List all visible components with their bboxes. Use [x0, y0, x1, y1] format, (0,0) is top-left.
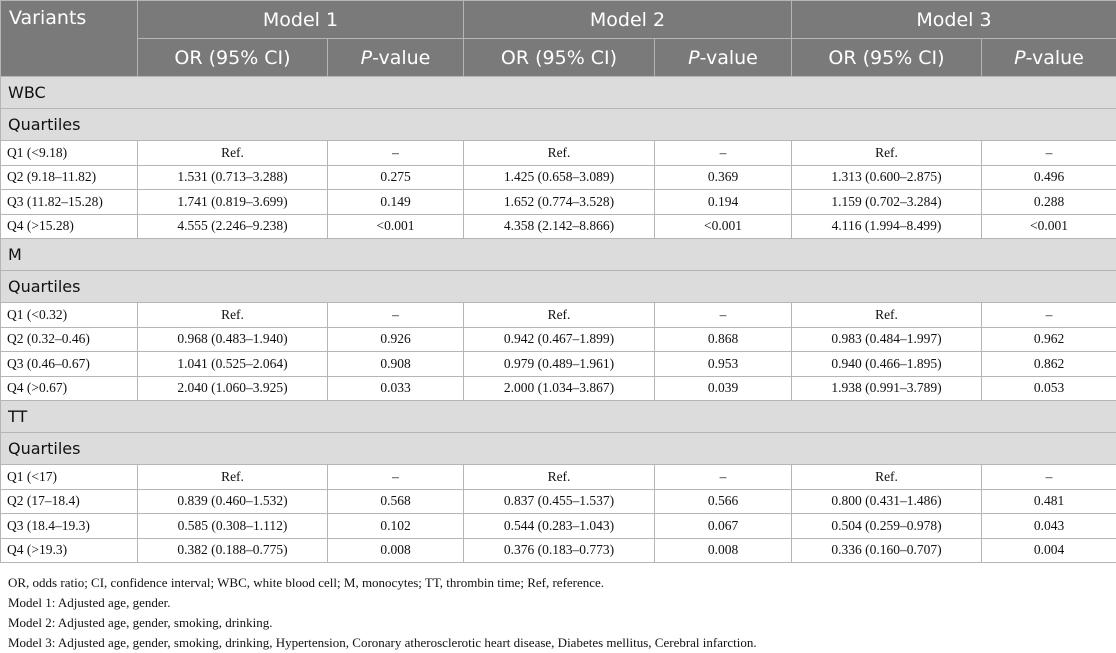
p-value-cell: – — [655, 303, 792, 328]
or-cell: Ref. — [464, 141, 655, 166]
table-row — [1, 214, 1116, 239]
p-value-cell: 0.369 — [655, 165, 792, 190]
p-value-cell: 0.908 — [328, 352, 464, 377]
or-cell: 0.979 (0.489–1.961) — [464, 352, 655, 377]
or-cell: 4.555 (2.246–9.238) — [138, 214, 328, 239]
table-row — [1, 327, 1116, 352]
p-value-cell: 0.275 — [328, 165, 464, 190]
p-value-cell: 0.008 — [328, 538, 464, 563]
row-label: Q3 (11.82–15.28) — [1, 190, 138, 215]
subheading-label: Quartiles — [1, 109, 1116, 141]
or-cell: 2.040 (1.060–3.925) — [138, 376, 328, 401]
or-cell: 1.531 (0.713–3.288) — [138, 165, 328, 190]
or-cell: Ref. — [138, 465, 328, 490]
or-cell: 1.652 (0.774–3.528) — [464, 190, 655, 215]
p-value-cell: 0.288 — [982, 190, 1116, 215]
p-value-cell: <0.001 — [655, 214, 792, 239]
subheading-row — [1, 109, 1116, 141]
or-cell: 0.544 (0.283–1.043) — [464, 514, 655, 539]
table-row — [1, 538, 1116, 563]
p-value-cell: 0.102 — [328, 514, 464, 539]
p-value-cell: 0.868 — [655, 327, 792, 352]
row-label: Q3 (0.46–0.67) — [1, 352, 138, 377]
p-value-cell: 0.481 — [982, 489, 1116, 514]
table-row — [1, 303, 1116, 328]
row-label: Q3 (18.4–19.3) — [1, 514, 138, 539]
p-value-cell: 0.953 — [655, 352, 792, 377]
or-cell: 0.940 (0.466–1.895) — [792, 352, 982, 377]
or-cell: Ref. — [464, 303, 655, 328]
p-value-cell: – — [982, 141, 1116, 166]
p-value-cell: – — [655, 141, 792, 166]
or-cell: 0.376 (0.183–0.773) — [464, 538, 655, 563]
or-cell: 1.741 (0.819–3.699) — [138, 190, 328, 215]
or-cell: 0.336 (0.160–0.707) — [792, 538, 982, 563]
or-cell: 0.942 (0.467–1.899) — [464, 327, 655, 352]
row-label: Q2 (17–18.4) — [1, 489, 138, 514]
p-value-cell: – — [328, 141, 464, 166]
or-cell: 0.585 (0.308–1.112) — [138, 514, 328, 539]
p-value-header: P-value — [982, 39, 1116, 77]
or-cell: Ref. — [792, 303, 982, 328]
row-label: Q1 (<0.32) — [1, 303, 138, 328]
section-row — [1, 239, 1116, 271]
table-row — [1, 141, 1116, 166]
p-value-cell: 0.194 — [655, 190, 792, 215]
p-value-cell: 0.962 — [982, 327, 1116, 352]
p-value-cell: 0.496 — [982, 165, 1116, 190]
or-cell: Ref. — [138, 303, 328, 328]
p-value-cell: 0.149 — [328, 190, 464, 215]
or-cell: Ref. — [138, 141, 328, 166]
or-cell: 0.800 (0.431–1.486) — [792, 489, 982, 514]
p-value-cell: 0.033 — [328, 376, 464, 401]
p-value-cell: – — [655, 465, 792, 490]
table-row — [1, 352, 1116, 377]
header-row-models — [1, 1, 1116, 39]
table-row — [1, 514, 1116, 539]
p-value-cell: 0.043 — [982, 514, 1116, 539]
subheading-row — [1, 433, 1116, 465]
table-body — [1, 77, 1116, 563]
p-value-cell: <0.001 — [328, 214, 464, 239]
section-row — [1, 77, 1116, 109]
table-row — [1, 465, 1116, 490]
p-value-cell: 0.566 — [655, 489, 792, 514]
or-cell: 1.159 (0.702–3.284) — [792, 190, 982, 215]
p-value-cell: 0.862 — [982, 352, 1116, 377]
p-value-header: P-value — [655, 39, 792, 77]
or-cell: 1.313 (0.600–2.875) — [792, 165, 982, 190]
footnote-model-1: Model 1: Adjusted age, gender. — [8, 595, 171, 610]
or-header: OR (95% CI) — [464, 39, 655, 77]
or-cell: 0.983 (0.484–1.997) — [792, 327, 982, 352]
or-cell: 0.382 (0.188–0.775) — [138, 538, 328, 563]
model-1-header: Model 1 — [138, 1, 464, 39]
p-value-header: P-value — [328, 39, 464, 77]
row-label: Q2 (0.32–0.46) — [1, 327, 138, 352]
header-row-columns — [1, 39, 1116, 77]
model-2-header: Model 2 — [464, 1, 792, 39]
p-value-cell: – — [328, 303, 464, 328]
p-value-cell: 0.926 — [328, 327, 464, 352]
row-label: Q4 (>0.67) — [1, 376, 138, 401]
table-row — [1, 376, 1116, 401]
row-label: Q4 (>19.3) — [1, 538, 138, 563]
section-name: TT — [1, 401, 1116, 433]
p-value-cell: 0.039 — [655, 376, 792, 401]
footnote-abbreviations: OR, odds ratio; CI, confidence interval; WBC, white blood cell; M, monocytes; TT, thrombin time; Ref, reference. — [8, 575, 605, 590]
table-row — [1, 489, 1116, 514]
p-value-cell: 0.004 — [982, 538, 1116, 563]
or-cell: 0.504 (0.259–0.978) — [792, 514, 982, 539]
or-cell: 4.116 (1.994–8.499) — [792, 214, 982, 239]
or-cell: 1.041 (0.525–2.064) — [138, 352, 328, 377]
p-value-cell: 0.568 — [328, 489, 464, 514]
section-row — [1, 401, 1116, 433]
footnote-model-3: Model 3: Adjusted age, gender, smoking, drinking, Hypertension, Coronary atherosclerotic heart disease, Diabetes mellitus, Cerebral infarction. — [8, 635, 757, 650]
p-value-cell: – — [328, 465, 464, 490]
or-cell: Ref. — [464, 465, 655, 490]
or-cell: 0.968 (0.483–1.940) — [138, 327, 328, 352]
p-value-cell: <0.001 — [982, 214, 1116, 239]
table-footnotes — [8, 573, 757, 653]
or-cell: 0.837 (0.455–1.537) — [464, 489, 655, 514]
or-cell: 4.358 (2.142–8.866) — [464, 214, 655, 239]
or-cell: 1.425 (0.658–3.089) — [464, 165, 655, 190]
row-label: Q2 (9.18–11.82) — [1, 165, 138, 190]
or-cell: 0.839 (0.460–1.532) — [138, 489, 328, 514]
p-value-cell: – — [982, 303, 1116, 328]
or-header: OR (95% CI) — [792, 39, 982, 77]
p-value-cell: 0.053 — [982, 376, 1116, 401]
row-label: Q1 (<9.18) — [1, 141, 138, 166]
section-name: M — [1, 239, 1116, 271]
p-value-cell: 0.008 — [655, 538, 792, 563]
or-header: OR (95% CI) — [138, 39, 328, 77]
or-cell: Ref. — [792, 141, 982, 166]
or-cell: Ref. — [792, 465, 982, 490]
or-cell: 2.000 (1.034–3.867) — [464, 376, 655, 401]
subheading-row — [1, 271, 1116, 303]
variants-header: Variants — [1, 1, 138, 77]
p-value-cell: – — [982, 465, 1116, 490]
p-value-cell: 0.067 — [655, 514, 792, 539]
section-name: WBC — [1, 77, 1116, 109]
table-row — [1, 165, 1116, 190]
table-row — [1, 190, 1116, 215]
or-cell: 1.938 (0.991–3.789) — [792, 376, 982, 401]
subheading-label: Quartiles — [1, 433, 1116, 465]
footnote-model-2: Model 2: Adjusted age, gender, smoking, drinking. — [8, 615, 273, 630]
model-3-header: Model 3 — [792, 1, 1116, 39]
row-label: Q4 (>15.28) — [1, 214, 138, 239]
row-label: Q1 (<17) — [1, 465, 138, 490]
subheading-label: Quartiles — [1, 271, 1116, 303]
